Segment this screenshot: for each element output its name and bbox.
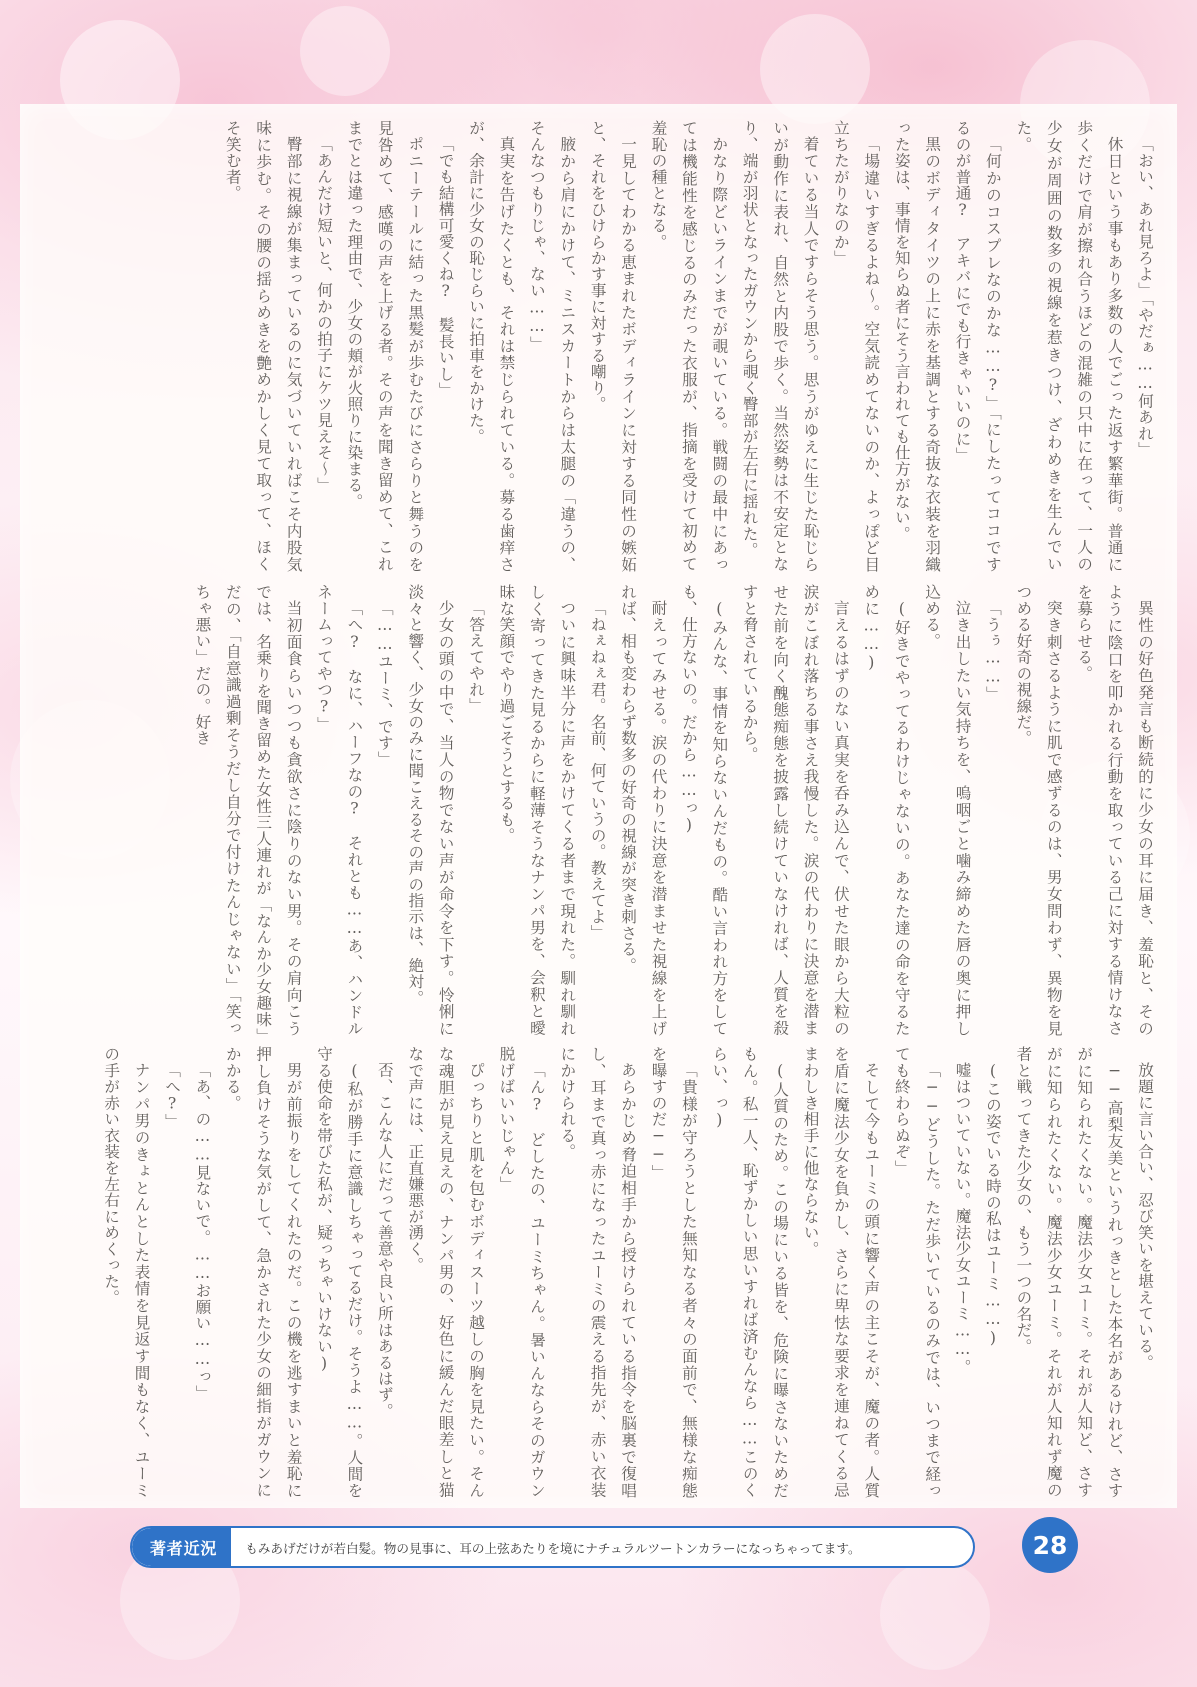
- author-note-text: もみあげだけが若白髪。物の見事に、耳の上弦あたりを境にナチュラルツートンカラーになっちゃってます。: [245, 1540, 861, 1556]
- paragraph: (好きでやってるわけじゃないの。あなた達の命を守るために……): [862, 584, 911, 1036]
- paragraph: 「おい、あれ見ろよ」「やだぁ……何あれ」: [1136, 135, 1154, 458]
- paragraph: 「場違いすぎるよね～。空気読めてないのか、よっぽど目立ちたがりなのか」: [831, 120, 881, 572]
- paragraph: 少女の頭の中で、当人の物でない声が命令を下す。怜悧に淡々と響く、少女のみに聞こえるその声の指示は、絶対。: [406, 584, 455, 1036]
- paragraph: 「へ? なに、ハーフなの? それとも……あ、ハンドルネームってやつ?」: [315, 584, 364, 1036]
- paragraph: (みんな、事情を知らないんだもの。酷い言われ方をしても、仕方ないの。だから……っ): [679, 584, 729, 1036]
- paragraph: かなり際どいラインまでが覗いている。戦闘の最中にあっては機能性を感じるのみだった衣服が、指摘を受けて初めて羞恥の種となる。: [649, 120, 729, 572]
- paragraph: 耐えってみせる。涙の代わりに決意を潜ませた視線を上げれば、相も変わらず数多の好奇の視線が突き刺さる。: [619, 584, 668, 1036]
- paragraph: ついに興味半分に声をかけてくる者まで現れた。馴れ馴れしく寄ってきた見るからに軽薄そうなナンパ男を、会釈と曖昧な笑顔でやり過ごそうとするも。: [497, 584, 577, 1036]
- paragraph: 「何かのコスプレなのかな……?」「にしたってココでするのが普通? アキバにでも行きゃいいのに」: [953, 120, 1002, 572]
- paragraph: 「うぅ……」: [983, 599, 1002, 702]
- paragraph: 異性の好色発言も断続的に少女の耳に届き、羞恥と、そのように陰口を叩かれる行動を取っている己に対する情けなさを募らせる。: [1075, 584, 1154, 1036]
- paragraph: 放題に言い合い、忍び笑いを堪えている。: [1136, 1061, 1154, 1370]
- paragraph: ポニーテールに結った黒髪が歩むたびにさらりと舞うのを見咎めて、感嘆の声を上げる者。その声を聞き留めて、これまでとは違った理由で、少女の頬が火照りに染まる。: [345, 120, 425, 572]
- paragraph: 真実を告げたくとも、それは禁じられている。募る歯痒さが、余計に少女の恥じらいに拍車をかけた。: [467, 120, 516, 572]
- paragraph: ぴっちりと肌を包むボディスーツ越しの胸を見たい。そんな魂胆が見え見えの、ナンパ男の、好色に緩んだ眼差しと猫なで声には、正直嫌悪が湧く。: [406, 1046, 486, 1498]
- novel-text-block-3: [102, 1046, 1160, 1498]
- paragraph: 「答えてやれ」: [467, 599, 486, 714]
- paragraph: 「あ、の……見ないで。……お願い……っ」: [193, 1061, 212, 1401]
- paragraph: 嘘はついていない。魔法少女ユーミ……。: [953, 1061, 972, 1375]
- novel-text-block-1: [120, 120, 1160, 572]
- paragraph: 一見してわかる恵まれたボディラインに対する同性の嫉妬と、それをひけらかす事に対する嘲り。: [588, 120, 638, 572]
- paragraph: ナンパ男のきょとんとした表情を見返す間もなく、ユーミの手が赤い衣装を左右にめくった。: [102, 1046, 151, 1498]
- paragraph: 黒のボディタイツの上に赤を基調とする奇抜な衣装を羽織った姿は、事情を知らぬ者にそう言われても仕方がない。: [892, 120, 942, 572]
- paragraph: 言えるはずのない真実を呑み込んで、伏せた眼から大粒の涙がこぼれ落ちる事さえ我慢した。涙の代わりに決意を潜ませた前を向く醜態痴態を披露し続けていなければ、人質を殺すと脅されているから。: [740, 584, 850, 1036]
- page-number-badge: 28: [1022, 1517, 1078, 1573]
- bokeh-decor: [880, 1560, 990, 1670]
- novel-text-block-2: [120, 584, 1160, 1036]
- paragraph: 当初面食らいつつも貪欲さに陰りのない男。その肩向こうでは、名乗りを聞き留めた女性三人連れが「なんか少女趣味」だの、「自意識過剰そうだし自分で付けたんじゃない」「笑っちゃ悪い」だの。好き: [193, 584, 303, 1036]
- paragraph: 休日という事もあり多数の人でごった返す繁華街。普通に歩くだけで肩が擦れ合うほどの混雑の只中に在って、一人の少女が周囲の数多の視線を惹きつけ、ざわめきを生んでいた。: [1014, 120, 1124, 572]
- paragraph: 腋から肩にかけて、ミニスカートからは太腿の「違うの、そんなつもりじゃ、ない……」: [527, 120, 577, 572]
- bokeh-decor: [300, 6, 390, 96]
- paragraph: あらかじめ脅迫相手から授けられている指令を脳裏で復唱し、耳まで真っ赤になったユーミの震える指先が、赤い衣装にかけられる。: [558, 1046, 638, 1498]
- paragraph: 「へ?」: [163, 1061, 181, 1129]
- paragraph: 否、こんな人にだって善意や良い所はあるはず。: [375, 1061, 394, 1419]
- author-note-bar: [130, 1526, 975, 1568]
- author-note-label: 著者近況: [132, 1528, 231, 1566]
- paragraph: (この姿でいる時の私はユーミ……): [983, 1061, 1002, 1348]
- paragraph: 「でも結構可愛くね? 髪長いし」: [436, 135, 455, 398]
- paragraph: そして今もユーミの頭に響く声の主こそが、魔の者。人質を盾に魔法少女を負かし、さらに卑怯な要求を連ねてくる忌まわしき相手に他ならない。: [801, 1046, 881, 1498]
- paragraph: 突き刺さるように肌で感ずるのは、男女問わず、異物を見つめる好奇の視線だ。: [1014, 584, 1063, 1036]
- paragraph: 着ている当人ですらそう思う。思うがゆえに生じた恥じらいが動作に表れ、自然と内股で歩く。当然姿勢は不安定となり、端が羽状となったガウンから覗く臀部が左右に揺れた。: [740, 120, 820, 572]
- paragraph: 「……ユーミ、です」: [375, 599, 394, 767]
- paragraph: 泣き出したい気持ちを、嗚咽ごと噛み締めた唇の奥に押し込める。: [923, 584, 972, 1036]
- paragraph: 男が前振りをしてくれたのだ。この機を逃すまいと羞恥に押し負けそうな気がして、急かされた少女の細指がガウンにかかる。: [223, 1046, 303, 1498]
- paragraph: 「──どうした。ただ歩いているのみでは、いつまで経っても終わらぬぞ」: [892, 1046, 942, 1498]
- paragraph: 臀部に視線が集まっているのに気づいていればこそ内股気味に歩む。その腰の揺らめきを艶めかしく見て取って、ほくそ笑む者。: [223, 120, 303, 572]
- paragraph: 「ん? どしたの、ユーミちゃん。暑いんならそのガウン脱げばいいじゃん」: [497, 1046, 546, 1498]
- paragraph: 「貴様が守ろうとした無知なる者々の面前で、無様な痴態を曝すのだ──」: [649, 1046, 698, 1498]
- paragraph: (私が勝手に意識しちゃってるだけ。そうよ……。人間を守る使命を帯びた私が、疑っちゃいけない): [315, 1046, 364, 1498]
- paragraph: ──高梨友美というれっきとした本名があるけれど、さすがに知られたくない。魔法少女ユーミ。それが人知ど、さすがに知られたくない。魔法少女ユーミ。それが人知れず魔の者と戦ってきた少女の、もう一つの名だ。: [1014, 1046, 1124, 1498]
- paragraph: 「ねぇねぇ君。名前、何ていうの。教えてよ」: [588, 599, 607, 941]
- paragraph: (人質のため。この場にいる皆を、危険に曝さないためだもん。私一人、恥ずかしい思いすれば済むんなら……このくらい、っ): [710, 1046, 790, 1498]
- paragraph: 「あんだけ短いと、何かの拍子にケツ見えそ～」: [315, 135, 334, 493]
